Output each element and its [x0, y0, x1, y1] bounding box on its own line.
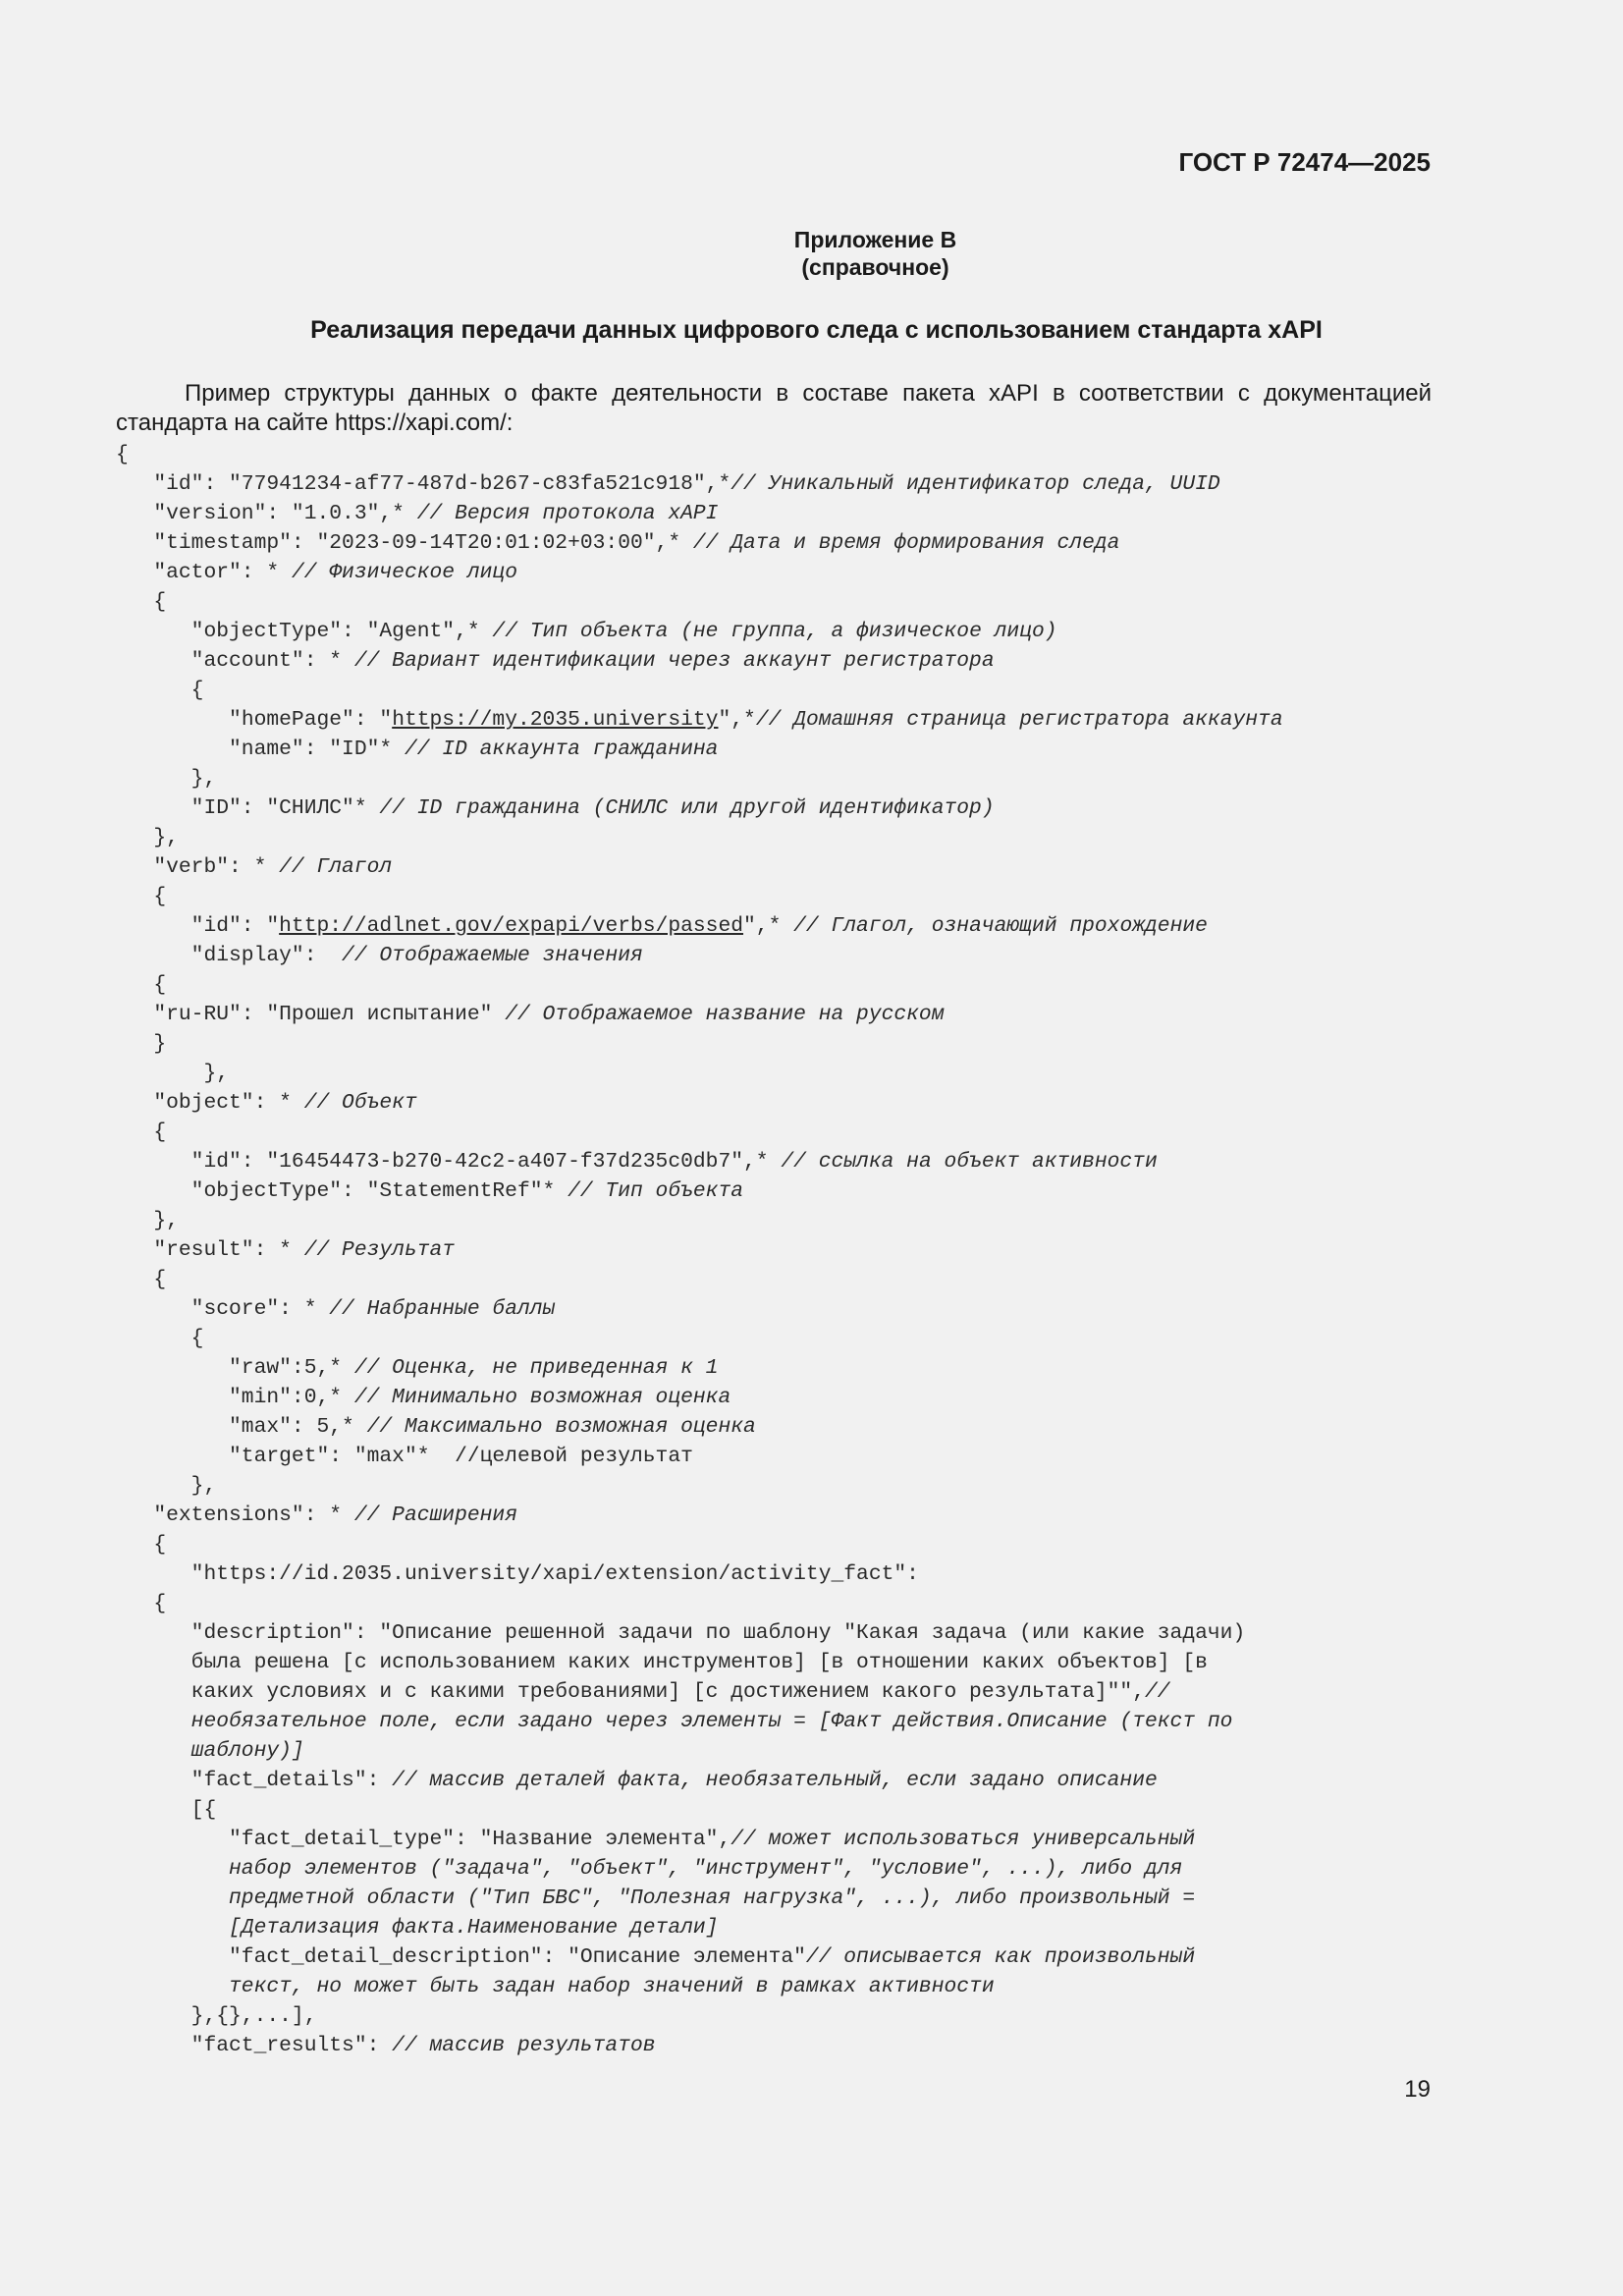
code-line	[116, 1707, 1490, 1736]
code-comment: // Физическое лицо	[291, 561, 517, 584]
code-text: "name": "ID"*	[116, 738, 405, 761]
document-title-wrap	[0, 316, 1623, 345]
code-line	[116, 676, 1490, 705]
code-text: ",*	[743, 914, 794, 938]
code-line	[116, 1677, 1490, 1707]
code-text: "target": "max"* //целевой результат	[116, 1445, 693, 1468]
code-line	[116, 1942, 1490, 1972]
code-comment: // ID гражданина (СНИЛС или другой идентификатор)	[379, 796, 995, 820]
code-text: {	[116, 1268, 167, 1291]
code-line	[116, 1825, 1490, 1854]
code-line	[116, 528, 1490, 558]
code-line	[116, 1029, 1490, 1059]
code-comment: текст, но может быть задан набор значений в рамках активности	[116, 1975, 995, 1998]
code-comment: // может использоваться универсальный	[730, 1828, 1196, 1851]
code-line	[116, 764, 1490, 793]
code-line	[116, 1088, 1490, 1118]
code-comment: // Максимально возможная оценка	[366, 1415, 756, 1439]
code-line	[116, 646, 1490, 676]
code-text: "account": *	[116, 649, 354, 673]
code-line	[116, 558, 1490, 587]
code-line	[116, 1559, 1490, 1589]
code-line	[116, 1353, 1490, 1383]
code-text: "verb": *	[116, 855, 280, 879]
code-comment: // Оценка, не приведенная к 1	[353, 1356, 719, 1380]
code-comment: [Детализация факта.Наименование детали]	[116, 1916, 719, 1940]
code-line	[116, 852, 1490, 882]
code-text: была решена [с использованием каких инструментов] [в отношении каких объектов] [в	[116, 1651, 1208, 1674]
document-title: Реализация передачи данных цифрового следа с использованием стандарта xAPI	[310, 316, 1323, 344]
code-text: "objectType": "StatementRef"*	[116, 1179, 568, 1203]
code-line	[116, 1972, 1490, 2001]
code-comment: // массив деталей факта, необязательный, если задано описание	[392, 1769, 1158, 1792]
code-text: "fact_detail_description": "Описание элемента"	[116, 1945, 806, 1969]
code-text: },{},...],	[116, 2004, 317, 2028]
code-text: "actor": *	[116, 561, 292, 584]
code-text: }	[116, 1032, 167, 1056]
code-text: "extensions": *	[116, 1503, 354, 1527]
code-text: {	[116, 1592, 167, 1615]
code-text: {	[116, 1533, 167, 1557]
code-comment: // Дата и время формирования следа	[692, 531, 1120, 555]
code-text: {	[116, 590, 167, 614]
code-text: {	[116, 1327, 204, 1350]
code-comment: // Набранные баллы	[329, 1297, 556, 1321]
code-comment: // Версия протокола xAPI	[416, 502, 719, 525]
code-text: "timestamp": "2023-09-14T20:01:02+03:00",*	[116, 531, 693, 555]
standard-code: ГОСТ Р 72474—2025	[1178, 147, 1431, 177]
code-text: "ru-RU": "Прошел испытание"	[116, 1003, 506, 1026]
code-line	[116, 587, 1490, 617]
code-text: },	[116, 826, 179, 849]
code-comment: // Глагол, означающий прохождение	[793, 914, 1208, 938]
code-text: "ID": "СНИЛС"*	[116, 796, 380, 820]
code-line	[116, 440, 1490, 469]
code-line	[116, 1618, 1490, 1648]
code-text: },	[116, 1062, 230, 1085]
code-comment: // Глагол	[279, 855, 393, 879]
code-text: "result": *	[116, 1238, 304, 1262]
code-text: },	[116, 1474, 217, 1498]
code-line	[116, 735, 1490, 764]
code-comment: шаблону)]	[116, 1739, 304, 1763]
code-listing	[116, 440, 1490, 2060]
code-text: },	[116, 1209, 179, 1232]
code-comment: предметной области ("Тип БВС", "Полезная нагрузка", ...), либо произвольный =	[116, 1886, 1196, 1910]
code-line	[116, 1206, 1490, 1235]
code-line	[116, 1766, 1490, 1795]
code-comment: // массив результатов	[392, 2034, 656, 2057]
appendix-subtitle: (справочное)	[801, 254, 949, 280]
code-line	[116, 1471, 1490, 1501]
code-text: "max": 5,*	[116, 1415, 367, 1439]
code-link[interactable]: http://adlnet.gov/expapi/verbs/passed	[279, 914, 744, 938]
code-comment: // Минимально возможная оценка	[353, 1386, 731, 1409]
code-comment: // Результат	[303, 1238, 456, 1262]
code-comment: // Расширения	[353, 1503, 517, 1527]
appendix-title: Приложение В	[793, 227, 957, 252]
code-line	[116, 1854, 1490, 1884]
code-comment: // Домашняя страница регистратора аккаунта	[755, 708, 1283, 732]
code-comment: // описывается как произвольный	[805, 1945, 1196, 1969]
code-comment: // ссылка на объект активности	[781, 1150, 1158, 1174]
code-line	[116, 1589, 1490, 1618]
code-line	[116, 941, 1490, 970]
code-text: "objectType": "Agent",*	[116, 620, 493, 643]
code-line	[116, 1176, 1490, 1206]
code-text: ",*	[718, 708, 756, 732]
intro-paragraph: Пример структуры данных о факте деятельности в составе пакета xAPI в соответствии с документацией стандарта на сайте https://xapi.com/:	[116, 380, 1432, 436]
code-line	[116, 1000, 1490, 1029]
code-line	[116, 1530, 1490, 1559]
code-line	[116, 911, 1490, 941]
code-text: "fact_results":	[116, 2034, 393, 2057]
code-text: "id": "16454473-b270-42c2-a407-f37d235c0db7",*	[116, 1150, 782, 1174]
code-line	[116, 1412, 1490, 1442]
code-line	[116, 1501, 1490, 1530]
code-comment: набор элементов ("задача", "объект", "инструмент", "условие", ...), либо для	[116, 1857, 1183, 1881]
code-text: "score": *	[116, 1297, 330, 1321]
code-line	[116, 469, 1490, 499]
code-line	[116, 499, 1490, 528]
code-line	[116, 1324, 1490, 1353]
code-text: каких условиях и с какими требованиями] [с достижением какого результата]"",	[116, 1680, 1145, 1704]
code-text: {	[116, 973, 167, 997]
code-comment: // Вариант идентификации через аккаунт регистратора	[353, 649, 995, 673]
code-text: {	[116, 443, 129, 466]
code-line	[116, 1265, 1490, 1294]
code-text: "fact_detail_type": "Название элемента",	[116, 1828, 731, 1851]
code-line	[116, 1147, 1490, 1176]
code-line	[116, 882, 1490, 911]
code-line	[116, 970, 1490, 1000]
code-line	[116, 2031, 1490, 2060]
code-text: homePage": "	[241, 708, 393, 732]
code-comment: // Тип объекта	[568, 1179, 744, 1203]
code-comment: // Отображаемое название на русском	[505, 1003, 945, 1026]
code-link[interactable]: https://my.2035.university	[392, 708, 719, 732]
code-text: },	[116, 767, 217, 791]
code-line	[116, 705, 1490, 735]
code-line	[116, 793, 1490, 823]
code-line	[116, 1118, 1490, 1147]
code-comment: // Уникальный идентификатор следа, UUID	[730, 472, 1220, 496]
code-text: {	[116, 1121, 167, 1144]
code-text: "id": "	[116, 914, 280, 938]
code-comment: // Объект	[303, 1091, 417, 1115]
code-text: "min":0,*	[116, 1386, 354, 1409]
code-text: "description": "Описание решенной задачи по шаблону "Какая задача (или какие задачи)	[116, 1621, 1246, 1645]
code-text: {	[116, 679, 204, 702]
code-text: "id": "77941234-af77-487d-b267-c83fa521c918",*	[116, 472, 731, 496]
code-line	[116, 1913, 1490, 1942]
code-line	[116, 823, 1490, 852]
page-number: 19	[1404, 2076, 1431, 2103]
code-comment: //	[1144, 1680, 1170, 1704]
code-text: [{	[116, 1798, 217, 1822]
code-text: "version": "1.0.3",*	[116, 502, 417, 525]
code-line	[116, 1442, 1490, 1471]
code-text: {	[116, 885, 167, 908]
code-comment: // ID аккаунта гражданина	[404, 738, 719, 761]
code-line	[116, 1059, 1490, 1088]
code-text: "raw":5,*	[116, 1356, 354, 1380]
code-line	[116, 1648, 1490, 1677]
appendix-heading	[0, 226, 1623, 281]
code-line	[116, 617, 1490, 646]
code-comment: // Тип объекта (не группа, а физическое лицо)	[492, 620, 1057, 643]
code-line	[116, 1795, 1490, 1825]
code-line	[116, 2001, 1490, 2031]
code-text: "fact_details":	[116, 1769, 393, 1792]
code-comment: необязательное поле, если задано через элементы = [Факт действия.Описание (текст по	[116, 1710, 1233, 1733]
code-comment: // Отображаемые значения	[342, 944, 643, 967]
code-text: "	[116, 708, 242, 732]
code-text: "object": *	[116, 1091, 304, 1115]
code-text: "display":	[116, 944, 343, 967]
code-line	[116, 1736, 1490, 1766]
code-line	[116, 1383, 1490, 1412]
code-line	[116, 1294, 1490, 1324]
code-line	[116, 1884, 1490, 1913]
code-line	[116, 1235, 1490, 1265]
code-text: "https://id.2035.university/xapi/extension/activity_fact":	[116, 1562, 919, 1586]
